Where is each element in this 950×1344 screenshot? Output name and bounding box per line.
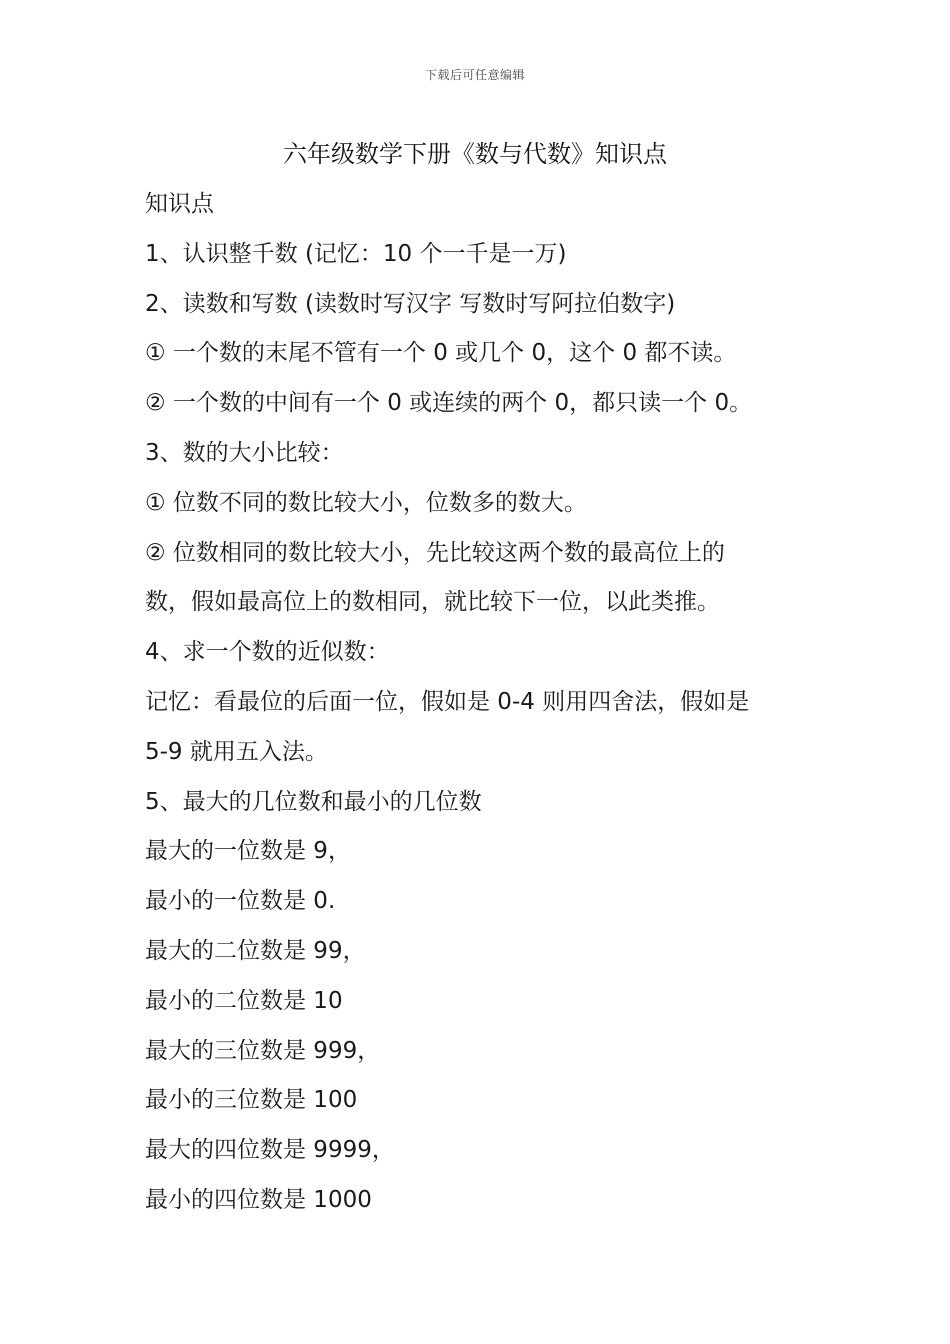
header-note: 下载后可任意编辑 [424,68,525,82]
text-line: 最大的二位数是 99， [145,937,366,964]
section-heading: 知识点 [145,191,214,217]
item-heading: 1、认识整千数 (记忆：10 个一千是一万) [145,240,567,267]
text-line: 最大的四位数是 9999， [145,1137,395,1164]
text-line: 记忆：看最位的后面一位，假如是 0-4 则用四舍法，假如是 [145,688,750,715]
text-line: 最小的二位数是 10 [145,987,343,1014]
document-body [145,180,825,1226]
item-heading: 5、最大的几位数和最小的几位数 [145,788,482,815]
text-line: ② 位数相同的数比较大小，先比较这两个数的最高位上的 [145,539,725,566]
item-heading: 3、数的大小比较： [145,439,344,466]
text-line: 数，假如最高位上的数相同，就比较下一位，以此类推。 [145,589,720,616]
item-heading: 2、读数和写数 (读数时写汉字 写数时写阿拉伯数字) [145,290,676,317]
text-line: 5-9 就用五入法。 [145,738,328,765]
text-line: ① 一个数的末尾不管有一个 0 或几个 0，这个 0 都不读。 [145,340,737,367]
text-line: 最小的一位数是 0. [145,888,336,915]
text-line: 最小的四位数是 1000 [145,1186,372,1213]
text-line: ① 位数不同的数比较大小，位数多的数大。 [145,489,587,516]
text-line: 最大的三位数是 999， [145,1037,381,1064]
document-title: 六年级数学下册《数与代数》知识点 [283,140,667,168]
text-line: 最小的三位数是 100 [145,1087,358,1114]
text-line: ② 一个数的中间有一个 0 或连续的两个 0，都只读一个 0。 [145,390,753,417]
item-heading: 4、求一个数的近似数： [145,639,390,666]
text-line: 最大的一位数是 9， [145,838,351,865]
